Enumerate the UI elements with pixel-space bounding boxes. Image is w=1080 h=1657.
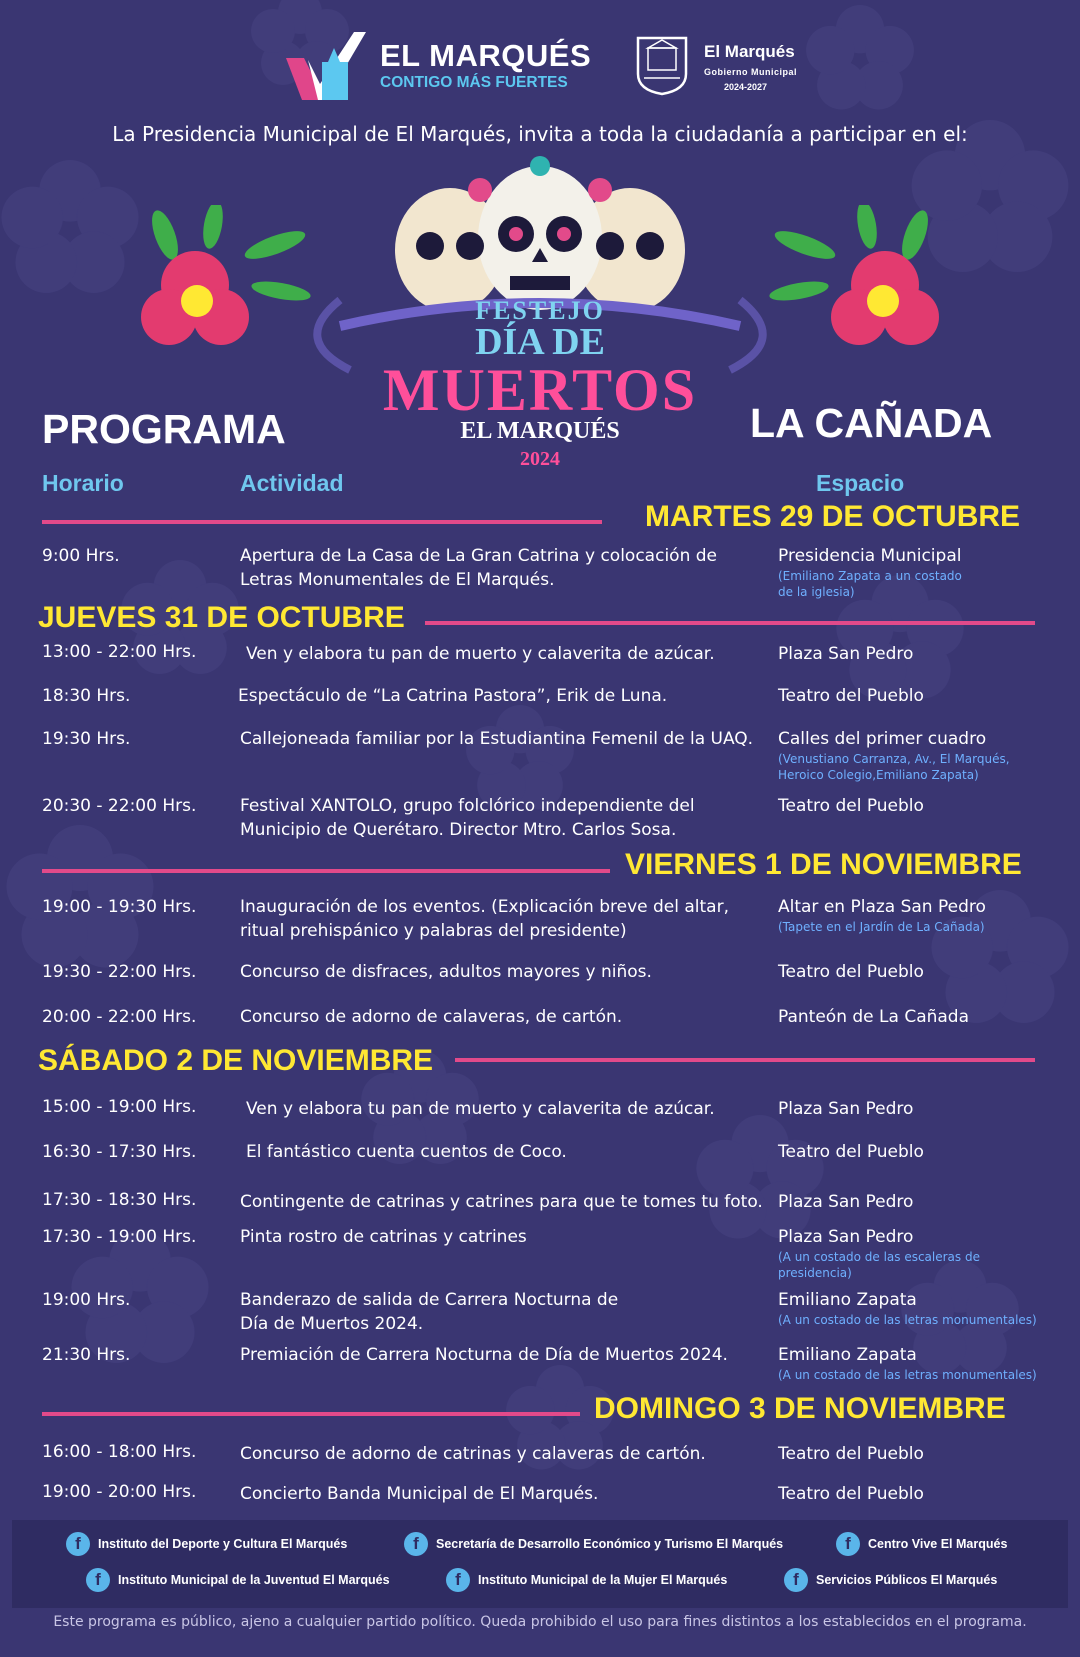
event-activity: Apertura de La Casa de La Gran Catrina y colocación de Letras Monumentales de El Marqués. — [240, 546, 717, 590]
place-note: (A un costado de las letras monumentales) — [778, 1368, 1037, 1382]
event-activity: Espectáculo de “La Catrina Pastora”, Erik de Luna. — [238, 686, 668, 706]
programa-title: PROGRAMA — [42, 406, 286, 452]
column-header-time: Horario — [42, 470, 124, 496]
social-label: Instituto del Deporte y Cultura El Marqués — [98, 1537, 348, 1551]
event-place — [778, 1288, 1078, 1328]
event-place — [778, 1225, 1078, 1281]
event-time: 19:00 - 19:30 Hrs. — [42, 897, 197, 917]
event-place: Plaza San Pedro — [778, 1192, 914, 1212]
event-time: 19:30 - 22:00 Hrs. — [42, 962, 197, 982]
gov-name: El Marqués — [704, 42, 795, 61]
social-label: Instituto Municipal de la Mujer El Marqués — [478, 1573, 728, 1587]
day-divider — [42, 869, 610, 873]
place-name: Plaza San Pedro — [778, 1227, 914, 1247]
place-name: Calles del primer cuadro — [778, 729, 987, 749]
event-time: 9:00 Hrs. — [42, 546, 120, 566]
event-activity: El fantástico cuenta cuentos de Coco. — [246, 1142, 567, 1162]
event-activity: Contingente de catrinas y catrines para que te tomes tu foto. — [240, 1192, 763, 1212]
event-place: Teatro del Pueblo — [778, 686, 924, 706]
el-marques-logo — [282, 30, 592, 102]
event-activity: Callejoneada familiar por la Estudiantina Femenil de la UAQ. — [240, 729, 754, 749]
facebook-icon: f — [446, 1568, 470, 1592]
event-time: 16:30 - 17:30 Hrs. — [42, 1142, 197, 1162]
event-activity: Concierto Banda Municipal de El Marqués. — [240, 1484, 599, 1504]
event-activity: Banderazo de salida de Carrera Nocturna de Día de Muertos 2024. — [240, 1290, 619, 1334]
place-note: (A un costado de las letras monumentales) — [778, 1313, 1037, 1327]
event-time: 19:30 Hrs. — [42, 729, 131, 749]
event-time: 17:30 - 19:00 Hrs. — [42, 1227, 197, 1247]
day-divider — [455, 1058, 1035, 1062]
event-time: 19:00 - 20:00 Hrs. — [42, 1482, 197, 1502]
location-title: LA CAÑADA — [750, 400, 993, 446]
social-link[interactable] — [404, 1532, 783, 1556]
day-title-martes: MARTES 29 DE OCTUBRE — [645, 500, 1021, 533]
facebook-icon: f — [784, 1568, 808, 1592]
place-name: Altar en Plaza San Pedro — [778, 897, 986, 917]
event-time: 18:30 Hrs. — [42, 686, 131, 706]
event-place: Teatro del Pueblo — [778, 962, 924, 982]
hero-line-el-marques: EL MARQUÉS — [460, 418, 620, 444]
event-place: Teatro del Pueblo — [778, 1484, 924, 1504]
day-divider — [42, 520, 602, 524]
column-header-activity: Actividad — [240, 470, 344, 496]
event-place: Plaza San Pedro — [778, 644, 914, 664]
column-header-place: Espacio — [816, 470, 905, 496]
event-activity: Concurso de adorno de catrinas y calaveras de cartón. — [240, 1444, 706, 1464]
social-link[interactable] — [66, 1532, 347, 1556]
day-title-jueves: JUEVES 31 DE OCTUBRE — [38, 601, 405, 634]
festejo-title-artwork — [280, 150, 800, 490]
social-label: Secretaría de Desarrollo Económico y Turismo El Marqués — [436, 1537, 784, 1551]
event-activity: Festival XANTOLO, grupo folclórico independiente del Municipio de Querétaro. Director Mtro. Carlos Sosa. — [240, 796, 695, 840]
day-title-viernes: VIERNES 1 DE NOVIEMBRE — [625, 848, 1022, 881]
place-name: Emiliano Zapata — [778, 1290, 917, 1310]
place-name: Emiliano Zapata — [778, 1345, 917, 1365]
event-time: 16:00 - 18:00 Hrs. — [42, 1442, 197, 1462]
event-place: Teatro del Pueblo — [778, 1444, 924, 1464]
gov-subtitle: Gobierno Municipal — [704, 67, 798, 77]
event-place: Panteón de La Cañada — [778, 1007, 970, 1027]
event-time: 20:30 - 22:00 Hrs. — [42, 796, 197, 816]
social-label: Servicios Públicos El Marqués — [816, 1573, 998, 1587]
event-time: 15:00 - 19:00 Hrs. — [42, 1097, 197, 1117]
day-divider — [425, 621, 1035, 625]
day-title-sabado: SÁBADO 2 DE NOVIEMBRE — [38, 1044, 434, 1077]
hero-line-year: 2024 — [520, 448, 560, 470]
social-link[interactable] — [446, 1568, 727, 1592]
check-logo-icon — [282, 30, 372, 102]
social-label: Centro Vive El Marqués — [868, 1537, 1008, 1551]
event-activity: Ven y elabora tu pan de muerto y calaverita de azúcar. — [246, 1099, 715, 1119]
place-note: (Emiliano Zapata a un costado de la iglesia) — [778, 569, 962, 599]
event-place — [778, 727, 1078, 783]
facebook-icon: f — [86, 1568, 110, 1592]
day-title-domingo: DOMINGO 3 DE NOVIEMBRE — [594, 1392, 1006, 1425]
event-place: Teatro del Pueblo — [778, 1142, 924, 1162]
gobierno-logo — [632, 34, 812, 102]
gov-years: 2024-2027 — [724, 82, 768, 92]
event-place — [778, 544, 1078, 600]
event-activity: Ven y elabora tu pan de muerto y calaverita de azúcar. — [246, 644, 715, 664]
event-time: 21:30 Hrs. — [42, 1345, 131, 1365]
hero-line-festejo: FESTEJO — [475, 296, 605, 325]
social-label: Instituto Municipal de la Juventud El Marqués — [118, 1573, 390, 1587]
event-place: Teatro del Pueblo — [778, 796, 924, 816]
event-activity: Pinta rostro de catrinas y catrines — [240, 1227, 527, 1247]
event-time: 13:00 - 22:00 Hrs. — [42, 642, 197, 662]
event-time: 20:00 - 22:00 Hrs. — [42, 1007, 197, 1027]
brand-slogan: CONTIGO MÁS FUERTES — [380, 74, 568, 91]
event-time: 17:30 - 18:30 Hrs. — [42, 1190, 197, 1210]
facebook-icon: f — [404, 1532, 428, 1556]
municipal-seal-icon — [632, 34, 692, 96]
event-activity: Concurso de adorno de calaveras, de cartón. — [240, 1007, 623, 1027]
brand-name: EL MARQUÉS — [380, 38, 592, 73]
social-link[interactable] — [784, 1568, 997, 1592]
event-place: Plaza San Pedro — [778, 1099, 914, 1119]
disclaimer-text: Este programa es público, ajeno a cualquier partido político. Queda prohibido el uso para fines distintos a los establecidos en el programa. — [53, 1614, 1027, 1630]
social-link[interactable] — [836, 1532, 1007, 1556]
place-note: (A un costado de las escaleras de presidencia) — [778, 1250, 980, 1280]
place-note: (Tapete en el Jardín de La Cañada) — [778, 920, 985, 934]
facebook-icon: f — [66, 1532, 90, 1556]
place-name: Presidencia Municipal — [778, 546, 962, 566]
place-note: (Venustiano Carranza, Av., El Marqués, Heroico Colegio,Emiliano Zapata) — [778, 752, 1010, 782]
event-activity: Premiación de Carrera Nocturna de Día de Muertos 2024. — [240, 1345, 728, 1365]
invitation-text: La Presidencia Municipal de El Marqués, invita a toda la ciudadanía a participar en el: — [112, 122, 968, 146]
event-time: 19:00 Hrs. — [42, 1290, 131, 1310]
day-divider — [42, 1412, 580, 1416]
hero-line-muertos: MUERTOS — [382, 357, 698, 423]
social-link[interactable] — [86, 1568, 390, 1592]
facebook-icon: f — [836, 1532, 860, 1556]
hero-line-dia-de: DÍA DE — [475, 321, 605, 363]
event-place — [778, 1343, 1078, 1383]
event-place — [778, 895, 1078, 935]
event-activity: Concurso de disfraces, adultos mayores y niños. — [240, 962, 652, 982]
event-activity: Inauguración de los eventos. (Explicación breve del altar, ritual prehispánico y palabras del presidente) — [240, 897, 729, 941]
